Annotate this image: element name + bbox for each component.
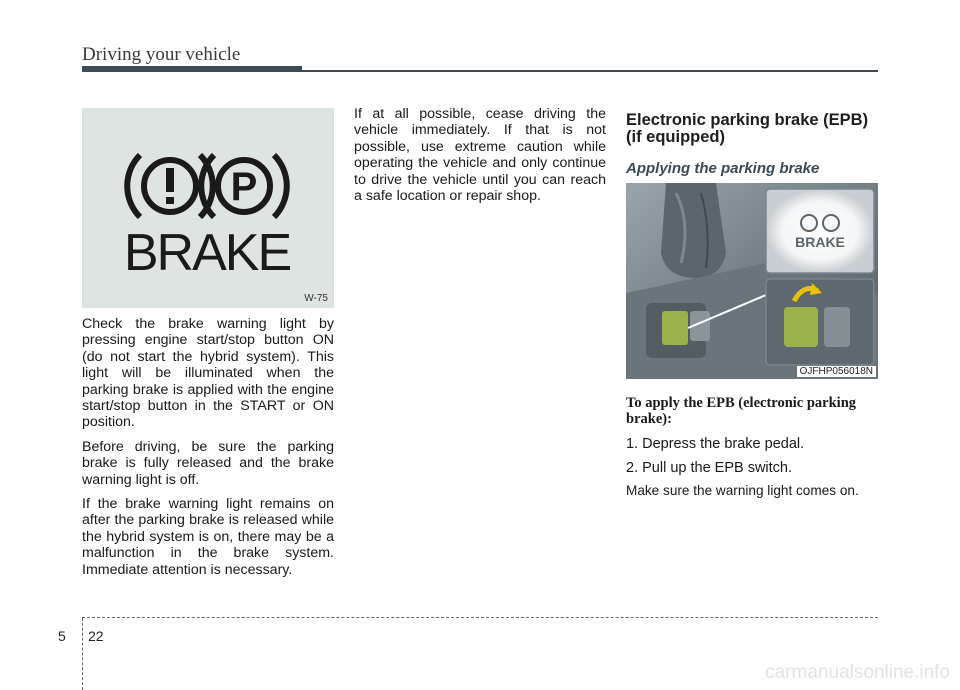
footer-rule (82, 617, 878, 618)
paragraph: Check the brake warning light by pressing engine start/stop button ON (do not start the hybrid system). This light will be illuminated when the parking brake is applied with the engine start/stop button in the START or ON position. (82, 316, 334, 431)
brake-warning-icon (82, 108, 334, 308)
step-item: 1. Depress the brake pedal. (626, 436, 805, 452)
page-number: 22 (88, 628, 104, 644)
header-rule-thin (302, 70, 878, 72)
sub-heading: Applying the parking brake (626, 160, 820, 177)
step-item: 2. Pull up the EPB switch. (626, 460, 793, 476)
svg-text:P: P (230, 165, 258, 209)
paragraph: If at all possible, cease driving the vehicle immediately. If that is not possible, use extreme caution while operating the vehicle and only continue to drive the vehicle until you can reach a safe location or repair shop. (354, 106, 606, 205)
figure-code: W-75 (304, 293, 328, 304)
epb-switch-photo (626, 183, 878, 379)
header-rule-thick (82, 66, 302, 72)
footer-vertical-rule (82, 618, 83, 690)
inset-brake-label: BRAKE (795, 234, 845, 250)
left-column (82, 108, 334, 586)
console-illustration (626, 183, 878, 379)
brake-warning-figure (82, 108, 334, 308)
steps-intro: To apply the EPB (electronic parking brake): (626, 395, 857, 427)
left-text (82, 316, 334, 578)
watermark: carmanualsonline.info (765, 662, 950, 683)
paragraph: Before driving, be sure the parking brake is fully released and the brake warning light is off. (82, 438, 334, 488)
brake-icon-label: BRAKE (123, 224, 291, 282)
middle-column (354, 106, 606, 212)
section-heading: Electronic parking brake (EPB) (if equipped) (626, 111, 869, 146)
chapter-number: 5 (58, 628, 66, 644)
paragraph: If the brake warning light remains on after the parking brake is released while the hybrid system is on, there may be a malfunction in the brake system. Immediate attention is necessary. (82, 496, 334, 578)
right-column (626, 108, 878, 499)
page-header-title: Driving your vehicle (82, 44, 241, 65)
figure-code: OJFHP056018N (797, 366, 876, 377)
note-text: Make sure the warning light comes on. (626, 483, 859, 498)
